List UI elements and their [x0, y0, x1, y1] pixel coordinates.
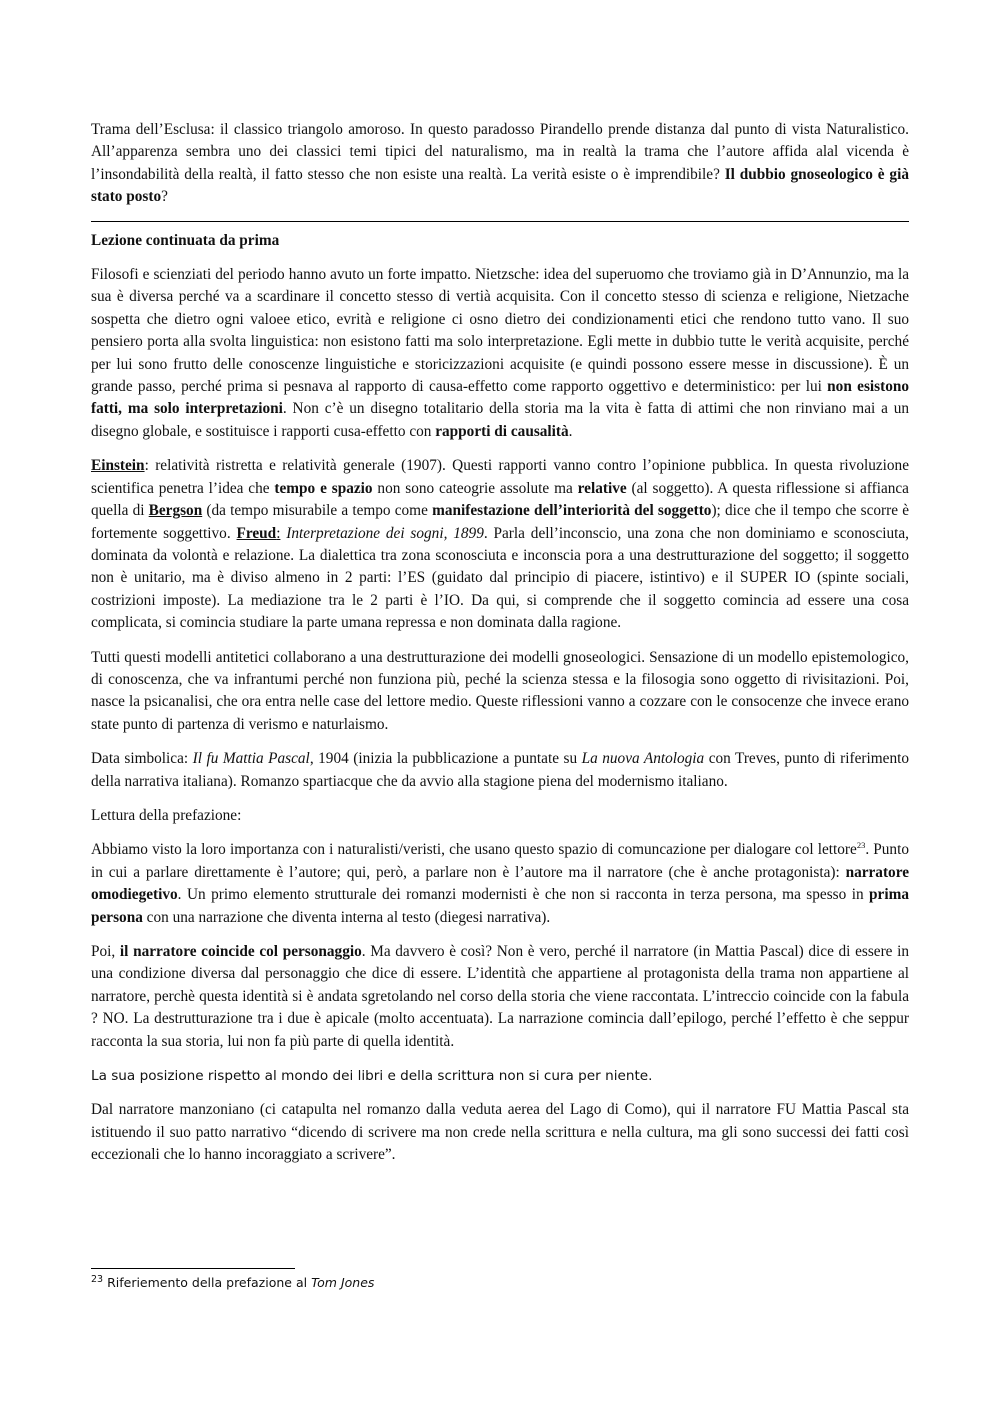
- text: . Un primo elemento strutturale dei romanzi modernisti è che non si racconta in terza persona, ma spesso in: [177, 886, 870, 904]
- freud-name: Freud: [236, 524, 277, 542]
- text: Poi,: [91, 943, 120, 960]
- einstein-name: Einstein: [91, 457, 145, 475]
- paragraph-lettura: Lettura della prefazione:: [91, 806, 242, 824]
- text: . Non c’è un disegno totalitario della storia ma la vita è fatta di attimi che non rinviano mai a un disegno globale, e sostituisce i rapporti cusa-effetto con: [91, 400, 910, 440]
- text: ?: [161, 188, 168, 206]
- bold-text: prima persona: [91, 886, 909, 926]
- text: con una narrazione che diventa interna al testo (diegesi narrativa).: [142, 908, 551, 926]
- paragraph-narratore: [91, 941, 909, 1053]
- text: Filosofi e scienziati del periodo hanno avuto un forte impatto. Nietzsche: idea del superuomo che troviamo già in D’Annunzio, ma la sua è diversa perché va a scardinare il concetto stesso di vertià acquisita. Con il concetto stesso di scienza e religione, Nietzache sospetta che dietro ogni valoee etico, evrità e religione ci osno dietro dei condizionamenti etici che rendono tutto vano. Il suo pensiero porta alla svolta linguistica: non esistono fatti ma solo interpretazione. Egli mette in dubbio tutte le verità acquisite, perché per lui sono frutto delle conoscenze linguistiche e storicizzazioni acquisite (e quindi possono essere messe in discussione). È un grande passo, perché prima si pesnava al rapporto di causa-effetto come rapporto oggettivo e deterministico: per lui: [91, 266, 909, 396]
- text: Abbiamo visto la loro importanza con i naturalisti/veristi, che usano questo spazio di comuncazione per dialogare col lettore: [91, 841, 857, 859]
- bold-text: Il dubbio gnoseologico è già stato posto: [91, 165, 909, 206]
- bold-text: rapporti di causalità: [435, 422, 569, 440]
- text: Data simbolica:: [91, 750, 193, 768]
- text: ); dice che il tempo che scorre è fortemente soggettivo.: [91, 502, 909, 542]
- bold-text: non esistono fatti, ma solo interpretazioni: [91, 378, 909, 418]
- text: , 1904 (inizia la pubblicazione a puntate su: [309, 750, 582, 768]
- paragraph-einstein: [91, 455, 909, 634]
- footnote-number: 23: [91, 1273, 104, 1285]
- paragraph-esclusa: [91, 119, 909, 209]
- footnote-separator: [91, 1268, 295, 1269]
- footnote: [91, 1274, 909, 1292]
- text: Trama dell’Esclusa: il classico triangolo amoroso. In questo paradosso Pirandello prende distanza dal punto di vista Naturalistico. All’apparenza sembra uno dei classici temi tipici del naturalismo, ma in realtà la trama che l’autore affida alal vicenda è l’insondabilità della realtà, il fatto stesso che non esiste una realtà. La verità esiste o è imprendibile?: [91, 121, 909, 183]
- italic-text: Il fu Mattia Pascal: [192, 750, 310, 768]
- paragraph-prefazione: [91, 839, 909, 929]
- italic-text: La nuova Antologia: [581, 750, 705, 768]
- bergson-name: Bergson: [148, 502, 203, 520]
- paragraph-posizione: La sua posizione rispetto al mondo dei libri e della scrittura non si cura per niente.: [91, 1068, 653, 1085]
- bold-text: narratore omodiegetivo: [91, 863, 909, 904]
- horizontal-rule: [91, 221, 909, 222]
- text: :: [276, 524, 281, 542]
- text: (da tempo misurabile a tempo come: [202, 502, 433, 520]
- bold-text: relative: [577, 479, 627, 497]
- footnote-reference[interactable]: 23: [856, 840, 866, 851]
- text: : relatività ristretta e relatività generale (1907). Questi rapporti vanno contro l’opinione pubblica. In questa rivoluzione scientifica penetra l’idea che: [91, 457, 909, 497]
- footnote-italic: Tom Jones: [311, 1275, 375, 1290]
- paragraph-data-simbolica: [91, 748, 909, 793]
- text: (al soggetto). A questa riflessione si affianca quella di: [91, 479, 909, 520]
- paragraph-manzoniano: Dal narratore manzoniano (ci catapulta nel romanzo dalla veduta aerea del Lago di Como), qui il narratore FU Mattia Pascal sta istituendo il suo patto narrativo “dicendo di scrivere ma non crede nella scrittura e nella cultura, ma gli sono successi dei fatti così eccezionali che lo hanno incoraggiato a scrivere”.: [91, 1101, 909, 1164]
- text: .: [568, 422, 573, 440]
- paragraph-nietzsche: [91, 264, 909, 443]
- text: . Punto in cui a parlare direttamente è l’autore; qui, però, a parlare non è l’autore ma il narratore (che è anche protagonista):: [91, 841, 909, 881]
- paragraph-modelli: Tutti questi modelli antitetici collaborano a una destrutturazione dei modelli gnoseologici. Sensazione di un modello epistemologico, di conoscenza, che va infrantumi perché non funziona più, peché la scienza stessa e la filosogia sono oggetto di rivisitazioni. Poi, nasce la psicanalisi, che ora entra nelle case del lettore medio. Queste riflessioni vanno a cozzare con le consocenze che invece erano state punto di partenza di verismo e naturlaismo.: [91, 648, 909, 733]
- document-body: [91, 119, 909, 1179]
- heading-text: Lezione continuata da prima: [91, 231, 280, 249]
- bold-text: manifestazione dell’interiorità del soggetto: [432, 502, 712, 520]
- text: con Treves, punto di riferimento della narrativa italiana). Romanzo spartiacque che da avvio alla stagione piena del modernismo italiano.: [91, 750, 909, 790]
- italic-text: Interpretazione dei sogni, 1899: [286, 524, 484, 542]
- footnote-text: Riferiemento della prefazione al: [103, 1275, 312, 1290]
- text: . Ma davvero è così? Non è vero, perché il narratore (in Mattia Pascal) dice di essere in una condizione diversa dal personaggio che dice di essere. L’identità che appartiene al protagonista della trama non appartiene al narratore, perchè questa identità si è andata sgretolando nel corso della storia che viene raccontata. L’intreccio coincide con la fabula ? NO. La destrutturazione tra i due è apicale (molto accentuata). La narrazione comincia dall’epilogo, perché l’effetto è che seppur racconta la sua storia, lui non fa più parte di quella identità.: [91, 943, 910, 1050]
- section-heading: [91, 230, 909, 252]
- text: non sono cateogrie assolute ma: [372, 479, 578, 497]
- bold-text: il narratore coincide col personaggio: [119, 943, 362, 960]
- bold-text: tempo e spazio: [274, 479, 373, 497]
- text: . Parla dell’inconscio, una zona che non dominiamo e sconosciuta, dominata da volontà e relazione. La dialettica tra zona sconosciuta e inconscia pora a una destrutturazione del soggetto; il soggetto non è unitario, ma è diviso almeno in 2 parti: l’ES (guidato dal principio di piacere, istintivo) e il SUPER IO (spinte sociali, costrizioni imposte). La mediazione tra le 2 parti è l’IO. Da qui, si comprende che il soggetto comincia ad essere una cosa complicata, si comincia studiare la parte umana repressa e non dominata dalla ragione.: [91, 524, 910, 632]
